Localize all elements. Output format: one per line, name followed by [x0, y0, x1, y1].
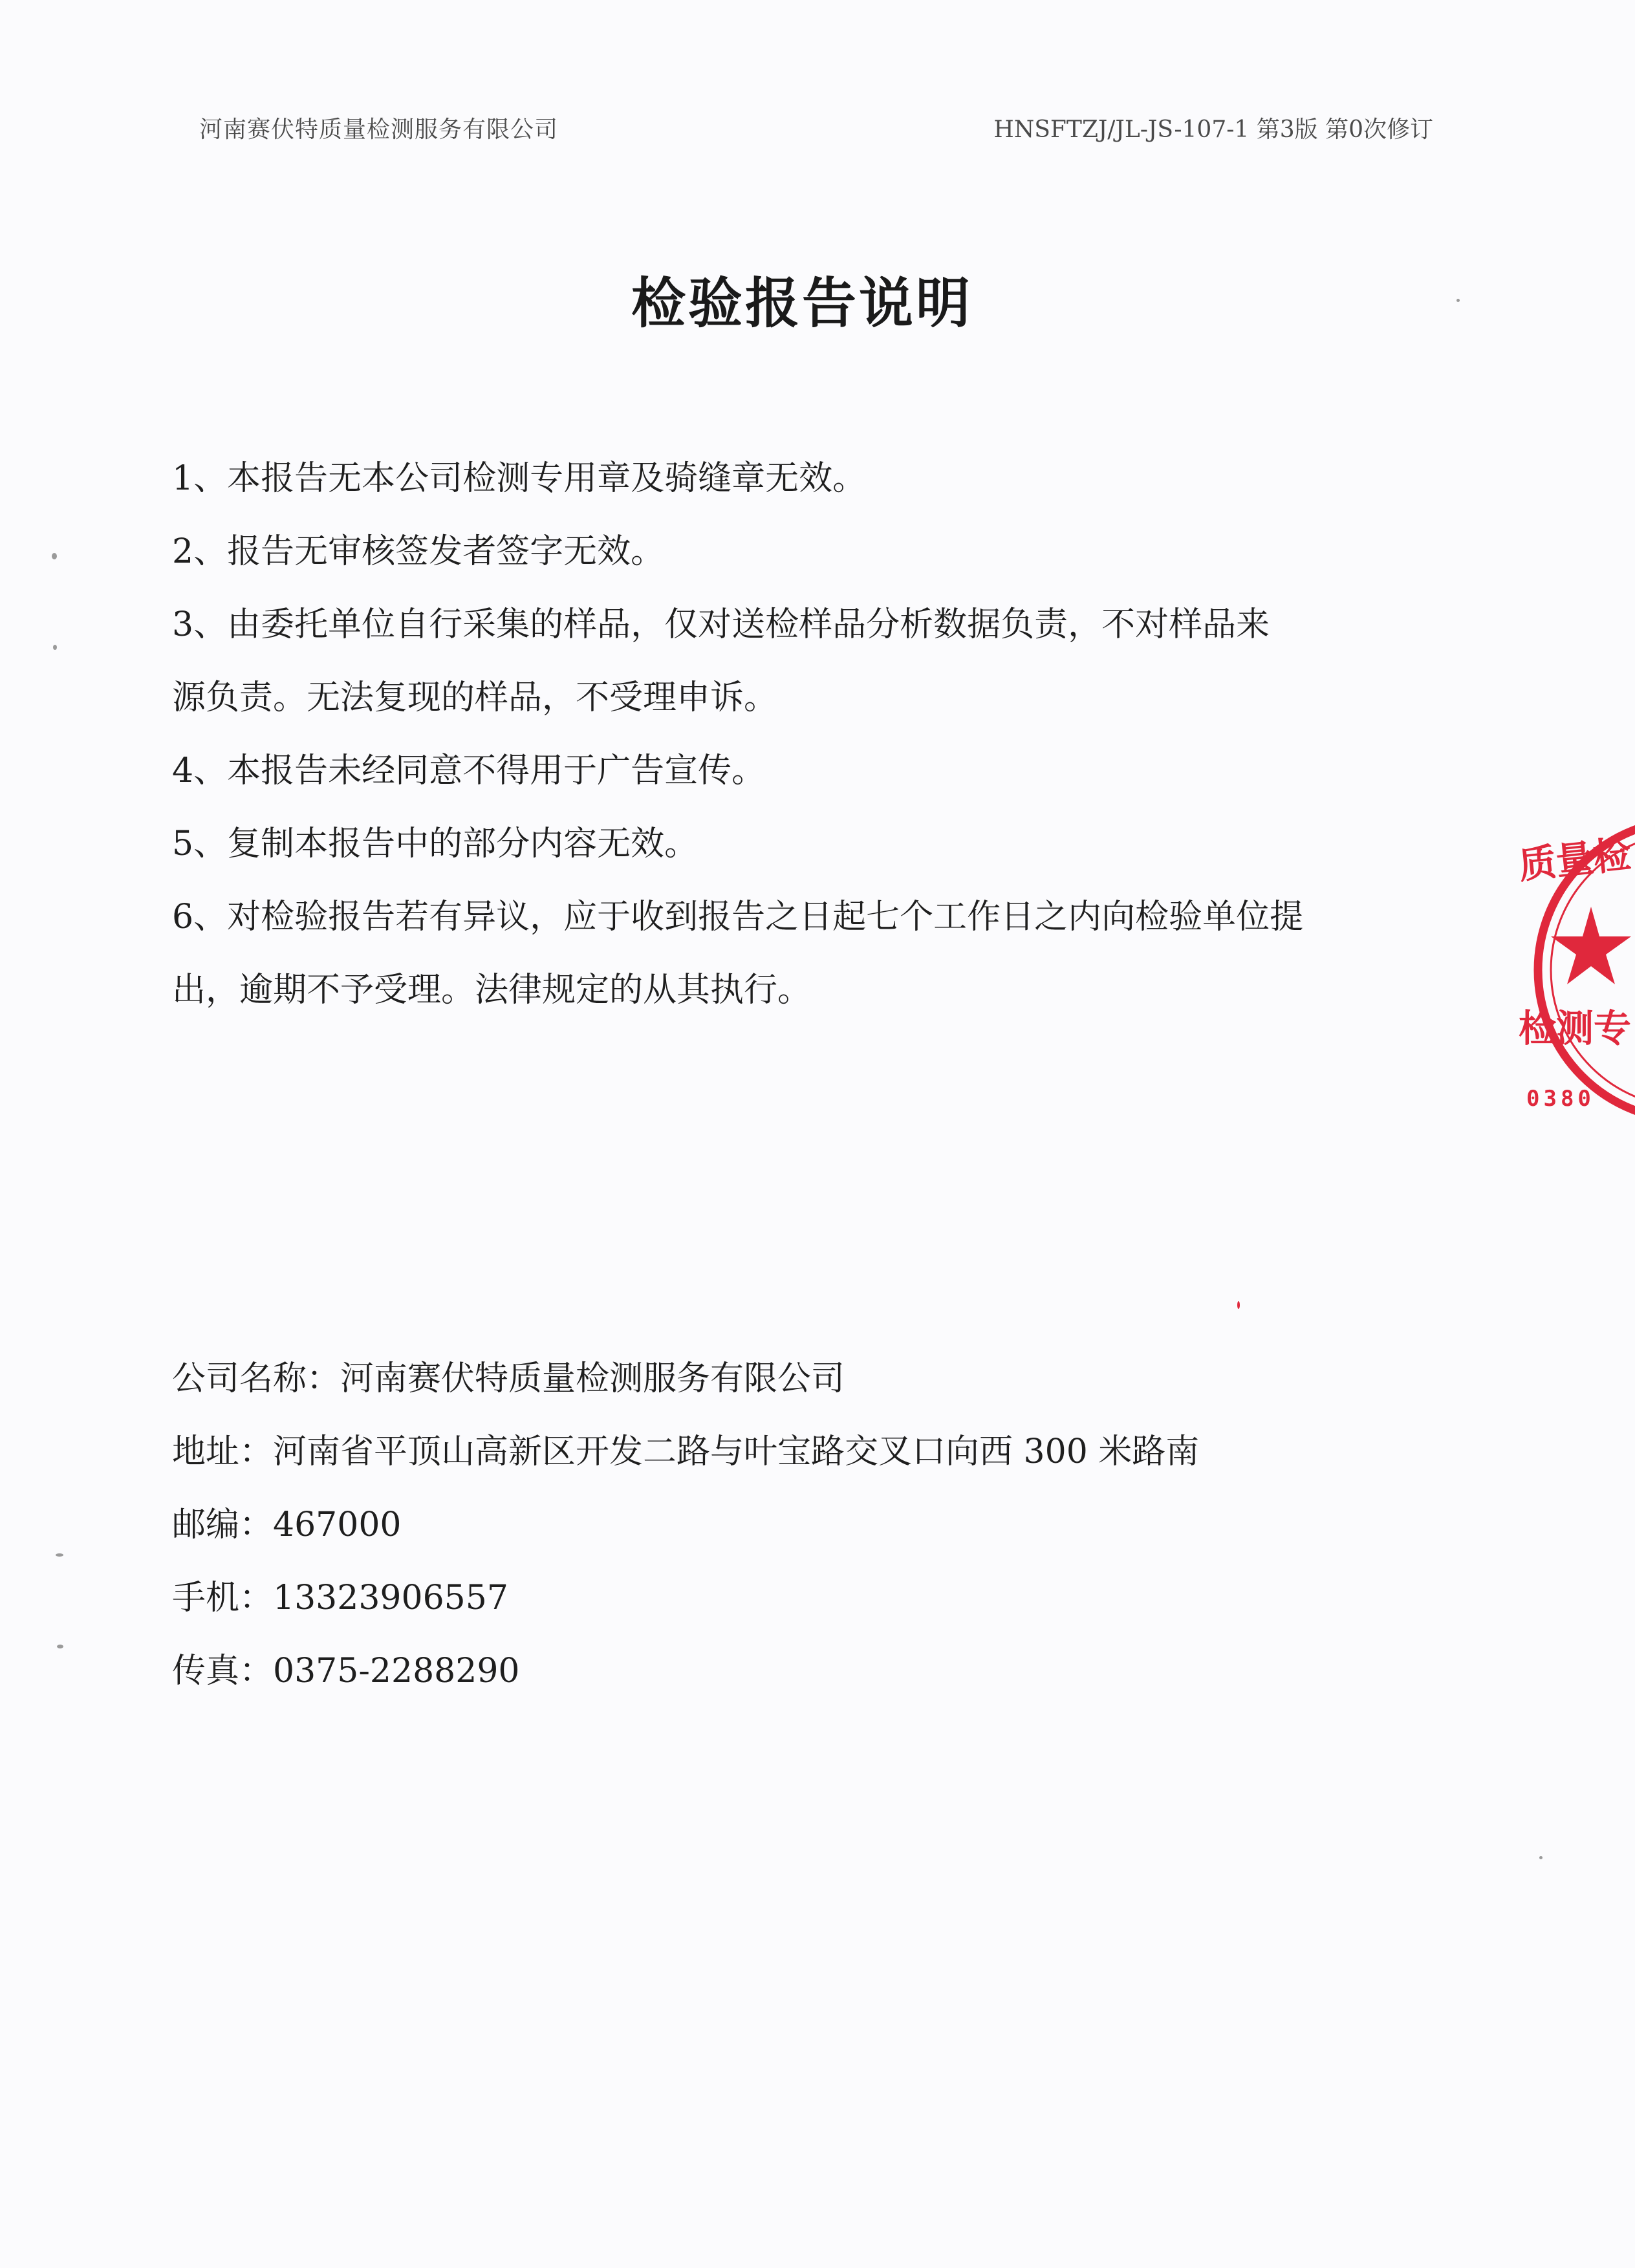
scan-speck: [1456, 299, 1460, 302]
page-title: 检验报告说明: [631, 272, 973, 335]
note-4: 4、本报告未经同意不得用于广告宣传。: [172, 751, 766, 790]
scan-speck: [1539, 1856, 1543, 1859]
note-5: 5、复制本报告中的部分内容无效。: [172, 825, 698, 863]
scan-speck: [57, 1645, 63, 1648]
note-6-cont: 出，逾期不予受理。法律规定的从其执行。: [172, 971, 812, 1010]
scan-speck: [56, 1553, 63, 1557]
scan-speck: [52, 553, 57, 559]
header-company: 河南赛伏特质量检测服务有限公司: [199, 116, 559, 143]
contact-info: [172, 1343, 1199, 1708]
note-1: 1、本报告无本公司检测专用章及骑缝章无效。: [172, 459, 867, 498]
contact-fax: 传真：0375-2288290: [172, 1652, 520, 1690]
stamp-text-top: 质量检: [1516, 832, 1633, 888]
scan-speck: [1237, 1301, 1240, 1309]
note-3: 3、由委托单位自行采集的样品，仅对送检样品分析数据负责，不对样品来: [172, 605, 1270, 644]
contact-postcode: 邮编：467000: [172, 1506, 402, 1544]
seam-stamp: [1513, 808, 1635, 1132]
contact-address: 地址：河南省平顶山高新区开发二路与叶宝路交叉口向西 300 米路南: [172, 1432, 1200, 1471]
stamp-text-code: 0380: [1526, 1086, 1595, 1112]
note-2: 2、报告无审核签发者签字无效。: [172, 532, 665, 571]
seam-stamp-graphic: [1513, 808, 1635, 1132]
note-3-cont: 源负责。无法复现的样品，不受理申诉。: [172, 678, 778, 717]
scan-speck: [53, 645, 57, 650]
contact-company: 公司名称：河南赛伏特质量检测服务有限公司: [172, 1359, 845, 1398]
stamp-text-mid: 检测专: [1519, 1006, 1632, 1050]
stamp-star-icon: [1551, 907, 1631, 984]
note-6: 6、对检验报告若有异议，应于收到报告之日起七个工作日之内向检验单位提: [172, 898, 1304, 936]
contact-mobile: 手机：13323906557: [172, 1579, 508, 1617]
notes-list: [172, 442, 1440, 1027]
header-doc-code: HNSFTZJ/JL-JS-107-1 第3版 第0次修订: [993, 116, 1433, 143]
